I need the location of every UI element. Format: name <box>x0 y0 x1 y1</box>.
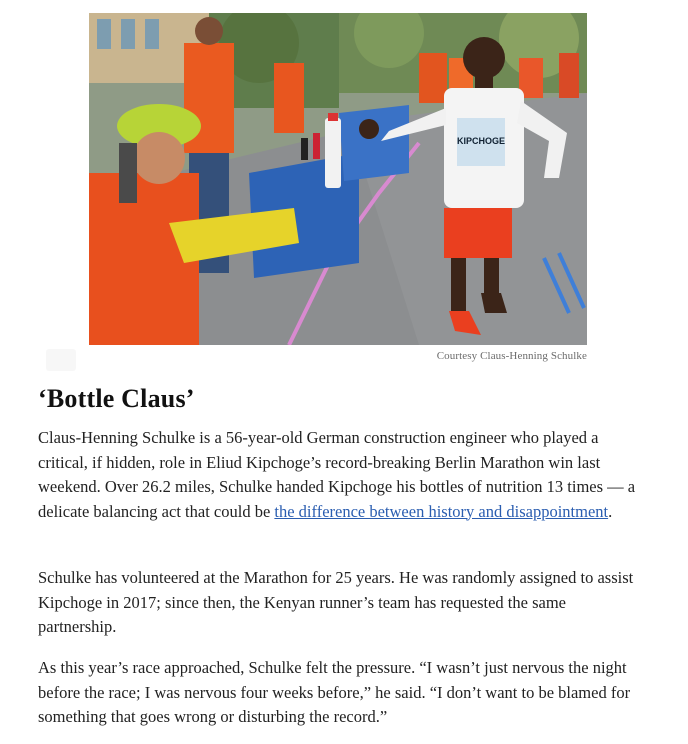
paragraph-1 <box>38 426 648 524</box>
article-photo <box>89 13 587 345</box>
photo-illustration <box>89 13 587 345</box>
history-disappointment-link[interactable]: the difference between history and disappointment <box>274 501 609 521</box>
paragraph-3: As this year’s race approached, Schulke felt the pressure. “I wasn’t just nervous the night before the race; I was nervous four weeks before,” he said. “I don’t want to be blamed for something that goes wrong or disturbing the record.” <box>38 658 631 726</box>
paragraph-2: Schulke has volunteered at the Marathon for 25 years. He was randomly assigned to assist Kipchoge in 2017; since then, the Kenyan runner’s team has requested the same partnership. <box>38 568 634 636</box>
faint-logo-mark <box>46 349 76 371</box>
runner-bib-text: KIPCHOGE <box>456 136 506 146</box>
photo-caption: Courtesy Claus-Henning Schulke <box>436 350 587 362</box>
section-heading: ‘Bottle Claus’ <box>38 384 195 413</box>
paragraph-1-end: . <box>608 501 613 521</box>
paragraph-1-text: Claus-Henning Schulke is a 56-year-old German construction engineer who played a critical, if hidden, role in Eliud Kipchoge’s record-breaking Berlin Marathon win last weekend. Over 26.2 miles, Schulke handed Kipchoge his bottles of nutrition 13 times — a delicate balancing act that could be <box>38 428 636 521</box>
